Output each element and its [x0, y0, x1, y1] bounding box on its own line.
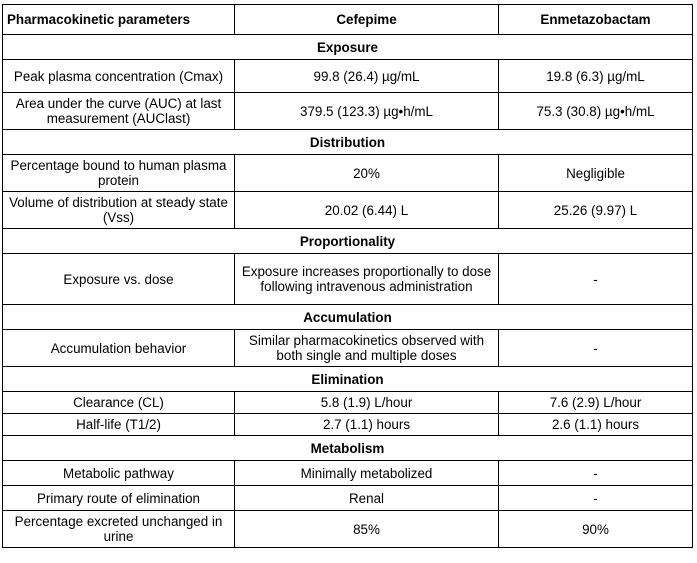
header-row — [3, 5, 693, 35]
table-row — [3, 486, 693, 511]
table-row — [3, 414, 693, 436]
table-row — [3, 93, 693, 130]
param-cell: Metabolic pathway — [3, 461, 235, 486]
table-row — [3, 254, 693, 305]
section-accumulation: Accumulation — [3, 305, 693, 330]
table-row — [3, 461, 693, 486]
enmetazobactam-cell: - — [499, 254, 693, 305]
param-cell: Half-life (T1/2) — [3, 414, 235, 436]
param-cell: Exposure vs. dose — [3, 254, 235, 305]
enmetazobactam-cell: 90% — [499, 511, 693, 548]
cefepime-cell: Exposure increases proportionally to dose following intravenous administration — [235, 254, 499, 305]
enmetazobactam-cell: 19.8 (6.3) µg/mL — [499, 60, 693, 93]
cefepime-cell: Similar pharmacokinetics observed with both single and multiple doses — [235, 330, 499, 367]
table-row — [3, 330, 693, 367]
param-cell: Percentage excreted unchanged in urine — [3, 511, 235, 548]
enmetazobactam-cell: 25.26 (9.97) L — [499, 192, 693, 229]
table-row — [3, 60, 693, 93]
table-row — [3, 511, 693, 548]
enmetazobactam-cell: - — [499, 461, 693, 486]
cefepime-cell: 20% — [235, 155, 499, 192]
enmetazobactam-cell: - — [499, 486, 693, 511]
cefepime-cell: 5.8 (1.9) L/hour — [235, 392, 499, 414]
param-cell: Area under the curve (AUC) at last measurement (AUClast) — [3, 93, 235, 130]
cefepime-cell: Renal — [235, 486, 499, 511]
enmetazobactam-cell: 75.3 (30.8) µg•h/mL — [499, 93, 693, 130]
cefepime-cell: 85% — [235, 511, 499, 548]
param-cell: Accumulation behavior — [3, 330, 235, 367]
section-proportionality: Proportionality — [3, 229, 693, 254]
header-enmetazobactam: Enmetazobactam — [499, 5, 693, 35]
pk-parameters-table — [2, 4, 693, 548]
param-cell: Primary route of elimination — [3, 486, 235, 511]
param-cell: Clearance (CL) — [3, 392, 235, 414]
header-parameters: Pharmacokinetic parameters — [3, 5, 235, 35]
enmetazobactam-cell: 7.6 (2.9) L/hour — [499, 392, 693, 414]
section-exposure: Exposure — [3, 35, 693, 60]
section-elimination: Elimination — [3, 367, 693, 392]
table-row — [3, 155, 693, 192]
enmetazobactam-cell: 2.6 (1.1) hours — [499, 414, 693, 436]
cefepime-cell: 99.8 (26.4) µg/mL — [235, 60, 499, 93]
cefepime-cell: 2.7 (1.1) hours — [235, 414, 499, 436]
enmetazobactam-cell: - — [499, 330, 693, 367]
cefepime-cell: 379.5 (123.3) µg•h/mL — [235, 93, 499, 130]
section-distribution: Distribution — [3, 130, 693, 155]
table-row — [3, 192, 693, 229]
enmetazobactam-cell: Negligible — [499, 155, 693, 192]
param-cell: Peak plasma concentration (Cmax) — [3, 60, 235, 93]
cefepime-cell: 20.02 (6.44) L — [235, 192, 499, 229]
param-cell: Volume of distribution at steady state (Vss) — [3, 192, 235, 229]
header-cefepime: Cefepime — [235, 5, 499, 35]
param-cell: Percentage bound to human plasma protein — [3, 155, 235, 192]
cefepime-cell: Minimally metabolized — [235, 461, 499, 486]
section-metabolism: Metabolism — [3, 436, 693, 461]
table-row — [3, 392, 693, 414]
